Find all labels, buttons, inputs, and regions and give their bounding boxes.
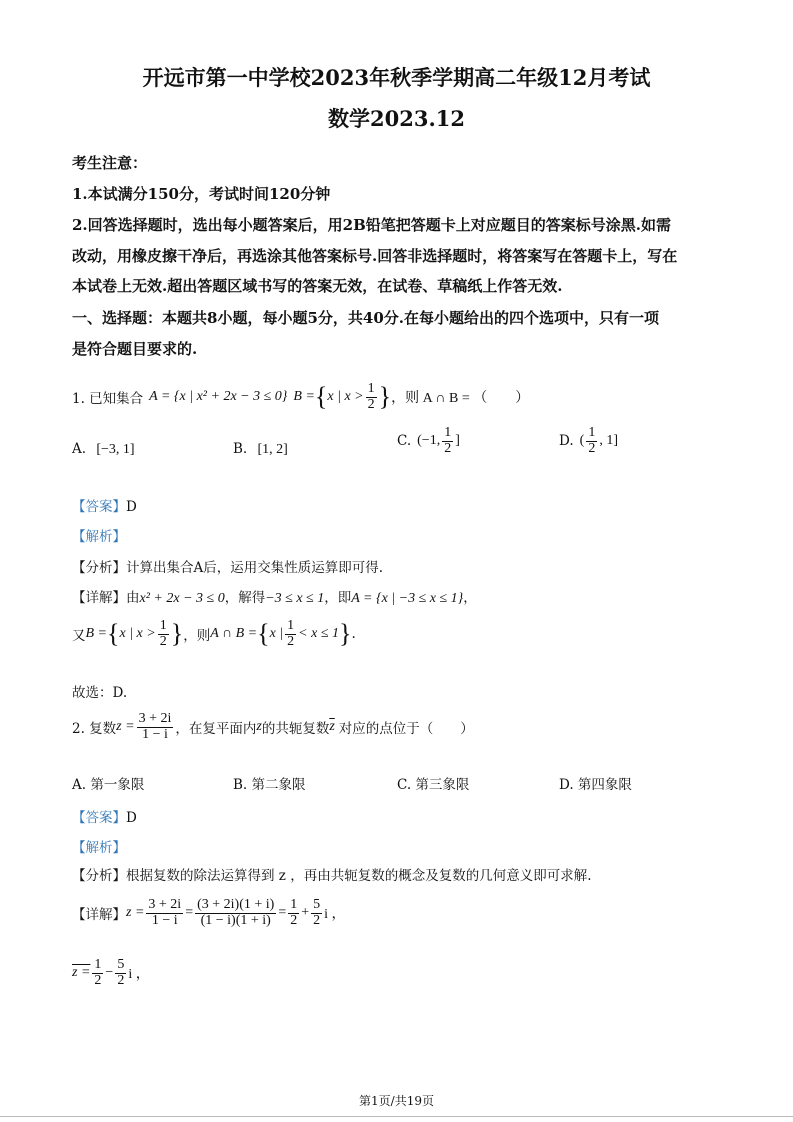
xiangjie-solution: −3 ≤ x ≤ 1: [265, 591, 325, 606]
question-2-stem: [72, 712, 474, 742]
fraction-half: [158, 619, 169, 649]
frac-num: 3 + 2i: [138, 711, 172, 726]
frac-den: 2: [290, 912, 298, 928]
fraction-half: [586, 426, 597, 456]
q1-xiangjie: [72, 586, 477, 607]
notice-heading: 考生注意：: [72, 154, 148, 172]
frac-den: (1 − i)(1 + i): [200, 912, 271, 928]
eq-z: z =: [126, 905, 145, 921]
frac-num: 1: [444, 425, 452, 440]
page-subtitle: 数学2023.12: [328, 106, 465, 131]
frac-num: 1: [159, 618, 167, 633]
frac-den: 2: [444, 440, 452, 456]
notice-item-2-line1: 2.回答选择题时，选出每小题答案后，用2B铅笔把答题卡上对应题目的答案标号涂黑.如需: [72, 216, 672, 234]
answer-value: D: [126, 810, 137, 826]
frac-den: 2: [117, 972, 125, 988]
frac-num: 3 + 2i: [148, 897, 182, 912]
frac-den: 2: [159, 633, 167, 649]
notice-item-1: 1.本试满分150分，考试时间120分钟: [72, 185, 331, 203]
period: .: [351, 626, 356, 643]
section-heading-line2: 是符合题目要求的.: [72, 340, 198, 358]
option-label: A.: [72, 441, 87, 457]
answer-tag: 【答案】: [72, 499, 126, 515]
minus-sign: −: [105, 965, 114, 981]
page-number: 第1页/共19页: [359, 1094, 434, 1108]
q2-z-eq: z =: [116, 719, 135, 735]
q1-option-b: [233, 441, 288, 458]
intersection-var: x |: [269, 626, 284, 642]
q2-fenxi: [72, 864, 592, 884]
answer-value: D: [126, 499, 137, 515]
q2-suffix: 对应的点位于（ ）: [338, 721, 474, 738]
option-label: D.: [559, 433, 574, 450]
frac-num: 1: [290, 897, 298, 912]
q1-fenxi: [72, 556, 383, 576]
option-value: [1, 2]: [257, 442, 288, 457]
frac-num: 5: [117, 957, 125, 972]
xiangjie-inequality: x² + 2x − 3 ≤ 0: [139, 591, 225, 606]
q2-zbar-symbol: $\overline{z}$: [329, 719, 335, 735]
footer-divider: [0, 1116, 793, 1117]
frac-den: 2: [313, 912, 321, 928]
fraction-half: [366, 382, 377, 412]
q2-answer: [72, 806, 137, 826]
equals-sign: =: [185, 905, 194, 921]
text-you: 又: [72, 628, 86, 645]
frac-num: (3 + 2i)(1 + i): [197, 897, 275, 912]
brace-right-icon: }: [170, 619, 184, 649]
section-heading-line1: 一、选择题：本题共8小题，每小题5分，共40分.在每小题给出的四个选项中，只有一项: [72, 309, 659, 327]
fraction-half: [442, 426, 453, 456]
fenxi-tag: 【分析】: [72, 560, 126, 576]
frac-den: 1 − i: [151, 912, 178, 928]
option-value-pre: (−1,: [417, 433, 441, 449]
option-value-pre: (: [579, 433, 585, 449]
brace-left-icon: {: [107, 619, 120, 649]
brace-right-icon: }: [339, 619, 352, 649]
imag-unit: i ，: [324, 907, 346, 923]
q2-analysis-tag: 【解析】: [72, 840, 126, 856]
q2-prefix: 2. 复数: [72, 721, 117, 738]
brace-left-icon: {: [257, 619, 270, 649]
frac-num: 1: [287, 618, 295, 633]
xiangjie-set-a: A = {x | −3 ≤ x ≤ 1}: [351, 591, 464, 606]
xiangjie-text: ，解得: [224, 590, 266, 606]
xiangjie-text: ，: [463, 590, 477, 606]
q1-option-a: [72, 441, 135, 458]
brace-right-icon: }: [378, 382, 392, 412]
option-value: [−3, 1]: [96, 442, 135, 457]
option-label: B.: [233, 441, 248, 457]
xiangjie-text: ，即: [324, 590, 352, 606]
notice-item-2-line3: 本试卷上无效.超出答题区域书写的答案无效，在试卷、草稿纸上作答无效.: [72, 277, 563, 295]
fenxi-tag: 【分析】: [72, 868, 126, 884]
q1-answer: [72, 495, 137, 515]
q2-z-symbol: z: [256, 719, 262, 735]
fraction-z: [137, 712, 174, 742]
fraction-imag: [311, 898, 322, 928]
q1-suffix: ，则 A ∩ B = （ ）: [391, 391, 530, 407]
frac-den: 1 − i: [142, 726, 168, 742]
imag-unit: i ，: [128, 967, 150, 983]
option-value-post: , 1]: [599, 433, 618, 449]
question-1-stem: [72, 382, 529, 412]
frac-num: 1: [94, 957, 102, 972]
text-ze: ，则: [183, 628, 211, 645]
option-label: C.: [397, 433, 412, 450]
q1-intersection-line: [72, 619, 356, 649]
q2-option-d: D. 第四象限: [559, 777, 632, 793]
intersection-lhs: A ∩ B =: [210, 626, 258, 642]
xiangjie-tag: 【详解】: [72, 907, 126, 924]
frac-den: 2: [588, 440, 596, 456]
set-b-lhs: B =: [85, 626, 107, 642]
page-title: 开远市第一中学校2023年秋季学期高二年级12月考试: [142, 65, 651, 90]
fraction-imag: [115, 958, 126, 988]
frac-den: 2: [287, 633, 295, 649]
fraction-z: [146, 898, 183, 928]
q1-option-c: [397, 426, 460, 456]
notice-item-2-line2: 改动，用橡皮擦干净后，再选涂其他答案标号.回答非选择题时，将答案写在答题卡上，写在: [72, 247, 678, 265]
q1-set-a: A = {x | x² + 2x − 3 ≤ 0}: [149, 389, 288, 405]
q2-option-b: B. 第二象限: [233, 777, 306, 793]
frac-num: 1: [588, 425, 596, 440]
frac-den: 2: [367, 396, 375, 412]
option-value-post: ]: [455, 433, 460, 449]
intersection-cond: < x ≤ 1: [298, 626, 340, 642]
q1-analysis-tag: 【解析】: [72, 529, 126, 545]
q2-mid: ，在复平面内: [175, 721, 257, 738]
q1-set-b-lhs: B =: [293, 389, 315, 405]
zbar-eq: z =: [72, 965, 91, 981]
q2-option-a: A. 第一象限: [72, 777, 145, 793]
fenxi-text: 计算出集合A后，运用交集性质运算即可得.: [126, 560, 384, 576]
set-b-cond: x | x >: [119, 626, 156, 642]
q2-xiangjie: [72, 898, 346, 928]
xiangjie-tag: 【详解】: [72, 590, 126, 606]
q1-conclusion: 故选：D.: [72, 685, 128, 701]
fraction-half: [285, 619, 296, 649]
fraction-real: [92, 958, 103, 988]
plus-sign: +: [301, 905, 310, 921]
q1-option-d: [559, 426, 618, 456]
fraction-real: [288, 898, 299, 928]
q2-mid2: 的共轭复数: [261, 721, 330, 738]
equals-sign: =: [278, 905, 287, 921]
q2-option-c: C. 第三象限: [397, 777, 470, 793]
fenxi-text: 根据复数的除法运算得到 z ，再由共轭复数的概念及复数的几何意义即可求解.: [126, 868, 592, 884]
frac-den: 2: [94, 972, 102, 988]
frac-num: 5: [313, 897, 321, 912]
brace-left-icon: {: [314, 382, 328, 412]
q1-prefix: 1. 已知集合: [72, 391, 144, 408]
fraction-expanded: [195, 898, 276, 928]
q2-zbar-line: [72, 958, 150, 988]
q1-set-b-cond: x | x >: [327, 389, 364, 405]
frac-num: 1: [367, 381, 375, 396]
xiangjie-text: 由: [126, 590, 140, 606]
answer-tag: 【答案】: [72, 810, 126, 826]
